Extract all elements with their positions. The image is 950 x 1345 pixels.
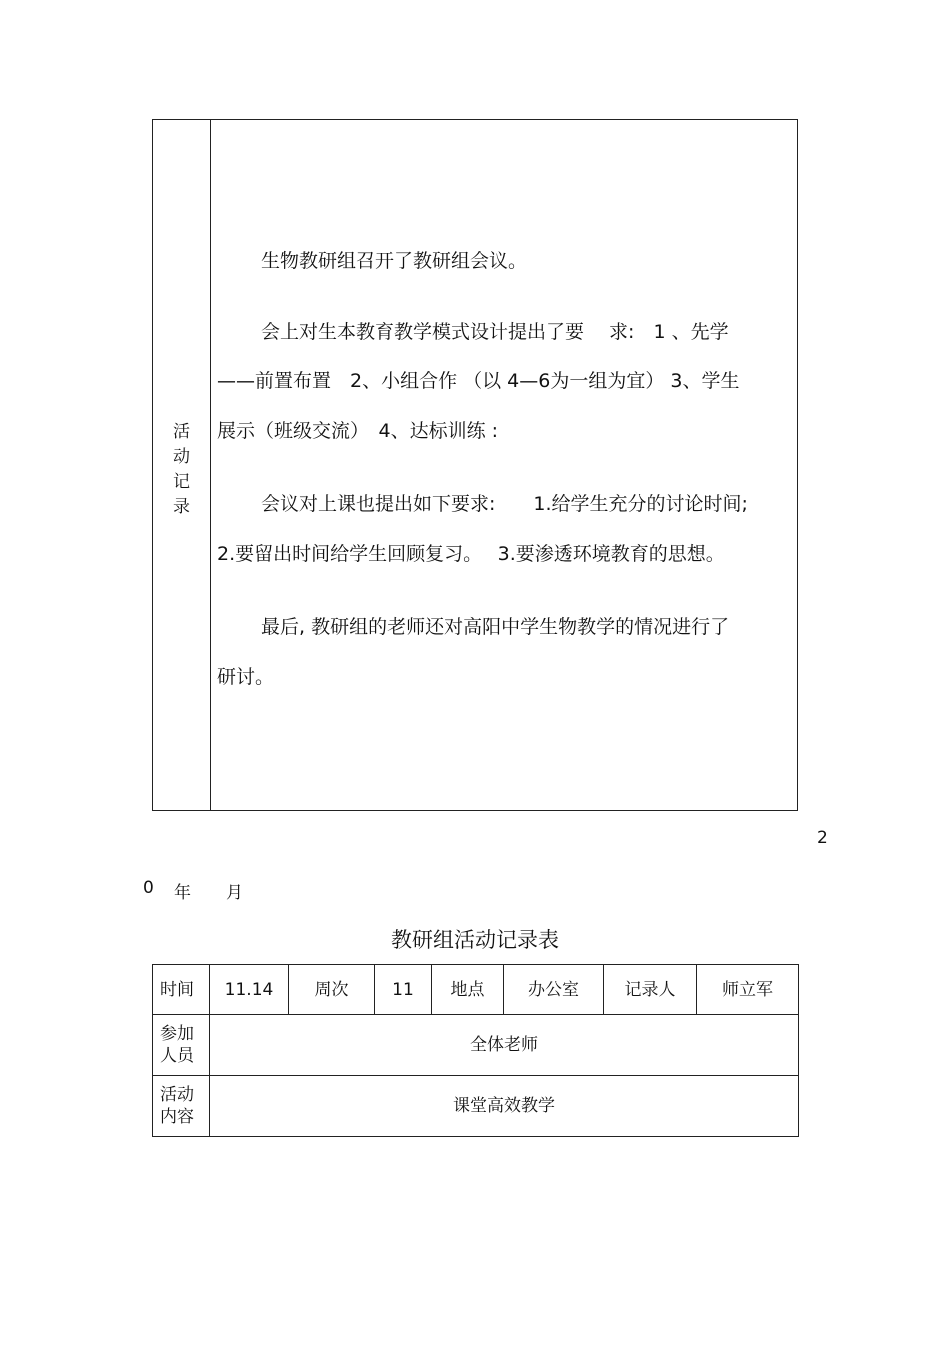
label-char: 动 [173, 447, 190, 467]
date-year: 0 [143, 878, 154, 898]
page-number: 2 [817, 828, 828, 848]
record-paragraph-closing-line1: 最后, 教研组的老师还对高阳中学生物教学的情况进行了 [261, 616, 730, 638]
place-label: 地点 [432, 965, 504, 1015]
record-paragraph-closing-line2: 研讨。 [217, 666, 275, 688]
recorder-value: 师立军 [697, 965, 799, 1015]
record-paragraph-requirements-line3: 展示（班级交流） 4、达标训练 : [217, 420, 499, 442]
week-value: 11 [375, 965, 432, 1015]
time-value: 11.14 [210, 965, 289, 1015]
label-char: 活 [173, 422, 190, 442]
participants-value: 全体老师 [210, 1015, 799, 1076]
record-paragraph-requirements-line2: ——前置布置 2、小组合作 （以 4—6为一组为宜） 3、学生 [217, 370, 740, 392]
week-label: 周次 [289, 965, 375, 1015]
activity-record-table [152, 119, 798, 811]
label-char: 记 [173, 472, 190, 492]
record-paragraph-meeting: 生物教研组召开了教研组会议。 [261, 250, 528, 272]
time-label: 时间 [153, 965, 210, 1015]
record-paragraph-class-line1: 会议对上课也提出如下要求: 1.给学生充分的讨论时间; [261, 493, 748, 515]
label-char: 录 [173, 497, 190, 517]
activity-info-table [152, 964, 799, 1137]
form-title: 教研组活动记录表 [391, 928, 559, 952]
record-paragraph-requirements-line1: 会上对生本教育教学模式设计提出了要 求: 1 、先学 [261, 321, 729, 343]
date-month-char: 月 [226, 883, 243, 903]
record-paragraph-class-line2: 2.要留出时间给学生回顾复习。 3.要渗透环境教育的思想。 [217, 543, 725, 565]
activity-record-label [153, 420, 210, 520]
column-divider [210, 120, 211, 810]
date-year-char: 年 [174, 883, 191, 903]
content-value: 课堂高效教学 [210, 1076, 799, 1137]
participants-label: 参加人员 [153, 1015, 210, 1076]
recorder-label: 记录人 [604, 965, 697, 1015]
content-label: 活动内容 [153, 1076, 210, 1137]
place-value: 办公室 [504, 965, 604, 1015]
